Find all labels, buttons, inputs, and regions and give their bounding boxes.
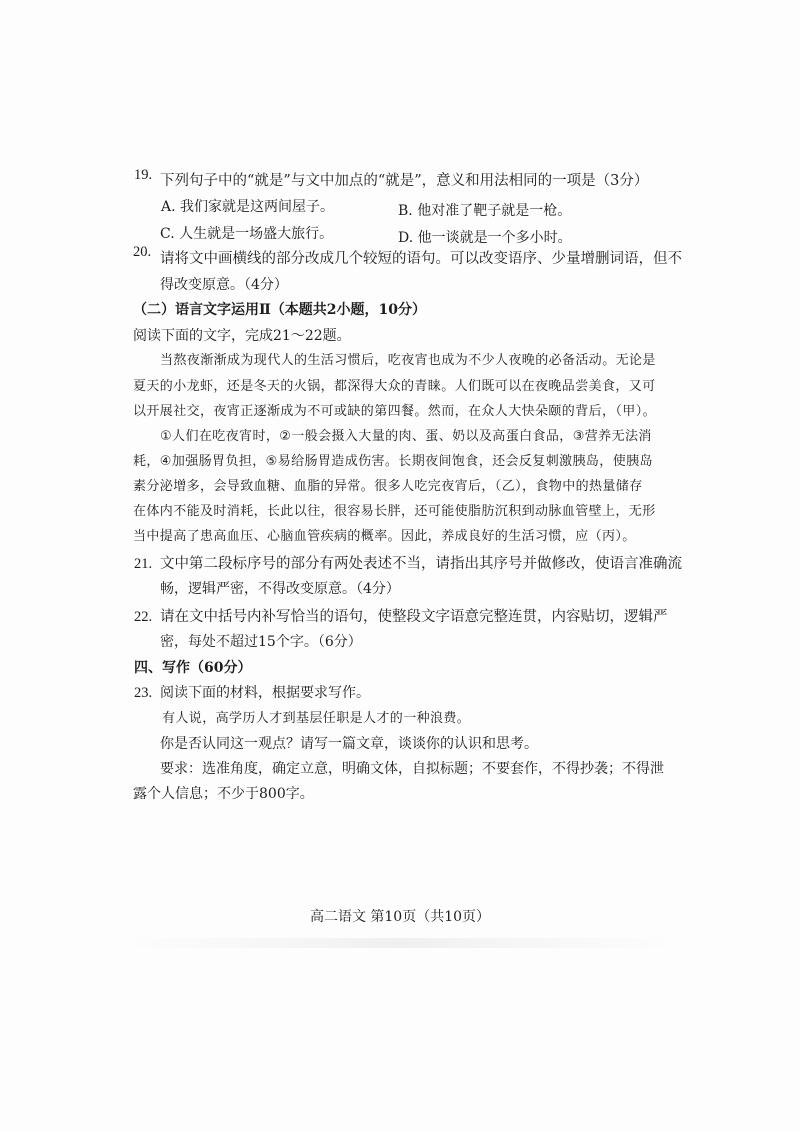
passage-line-1: 当熬夜渐渐成为现代人的生活习惯后，吃夜宵也成为不少人夜晚的必备活动。无论是 [160,353,656,368]
q20-line2: 得改变原意。（4分） [160,277,288,293]
section4-heading: 四、写作（60分） [134,660,252,676]
passage-line-4: ①人们在吃夜宵时，②一般会摄入大量的肉、蛋、奶以及高蛋白食品，③营养无法消 [160,429,652,444]
q22-line2: 密，每处不超过15个字。（6分） [160,634,362,650]
q22-line1: 请在文中括号内补写恰当的语句，使整段文字语意完整连贯，内容贴切，逻辑严 [160,609,668,625]
section2-instruction: 阅读下面的文字，完成21～22题。 [133,328,351,344]
scan-smudge [120,938,680,948]
q22-number: 22. [134,609,153,625]
q19-option-c: C. 人生就是一场盛大旅行。 [160,226,334,242]
q19-option-d: D. 他一谈就是一个多小时。 [398,230,572,246]
passage-line-8: 当中提高了患高血压、心脑血管疾病的概率。因此，养成良好的生活习惯，应（丙）。 [133,529,636,544]
q19-option-a: A. 我们家就是这两间屋子。 [161,199,335,215]
q23-number: 23. [134,685,153,701]
page-footer: 高二语文 第10页（共10页） [309,909,491,925]
q20-number: 20. [133,244,152,260]
passage-line-7: 在体内不能及时消耗，长此以往，很容易长胖，还可能使脂肪沉积到动脉血管壁上，无形 [133,504,656,519]
q23-requirements-line2: 露个人信息；不少于800字。 [133,786,314,802]
q21-number: 21. [134,556,153,572]
q20-line1: 请将文中画横线的部分改成几个较短的语句。可以改变语序、少量增删词语，但不 [160,251,682,267]
passage-line-2: 夏天的小龙虾，还是冬天的火锅，都深得大众的青睐。人们既可以在夜晚品尝美食，又可 [133,379,656,394]
q19-option-b: B. 他对准了靶子就是一枪。 [398,203,572,219]
q19-number: 19. [134,167,153,183]
q23-material: 有人说，高学历人才到基层任职是人才的一种浪费。 [162,711,471,726]
q21-line1: 文中第二段标序号的部分有两处表述不当，请指出其序号并做修改，使语言准确流 [160,556,682,572]
passage-line-3: 以开展社交，夜宵正逐渐成为不可或缺的第四餐。然而，在众人大快朵颐的背后，（甲）。 [133,404,657,419]
q21-line2: 畅，逻辑严密，不得改变原意。（4分） [160,581,400,597]
q23-prompt: 你是否认同这一观点？请写一篇文章，谈谈你的认识和思考。 [160,736,538,752]
section2-heading: （二）语言文字运用Ⅱ（本题共2小题，10分） [133,302,427,318]
q23-requirements-line1: 要求：选准角度，确定立意，明确文体，自拟标题；不要套作，不得抄袭；不得泄 [160,761,664,777]
q19-stem: 下列句子中的“就是”与文中加点的“就是”，意义和用法相同的一项是（3分） [160,173,649,189]
passage-line-5: 耗，④加强肠胃负担，⑤易给肠胃造成伤害。长期夜间饱食，还会反复刺激胰岛，使胰岛 [133,454,653,469]
q23-intro: 阅读下面的材料，根据要求写作。 [160,685,370,701]
passage-line-6: 素分泌增多，会导致血糖、血脂的异常。很多人吃完夜宵后，（乙），食物中的热量储存 [133,479,643,494]
